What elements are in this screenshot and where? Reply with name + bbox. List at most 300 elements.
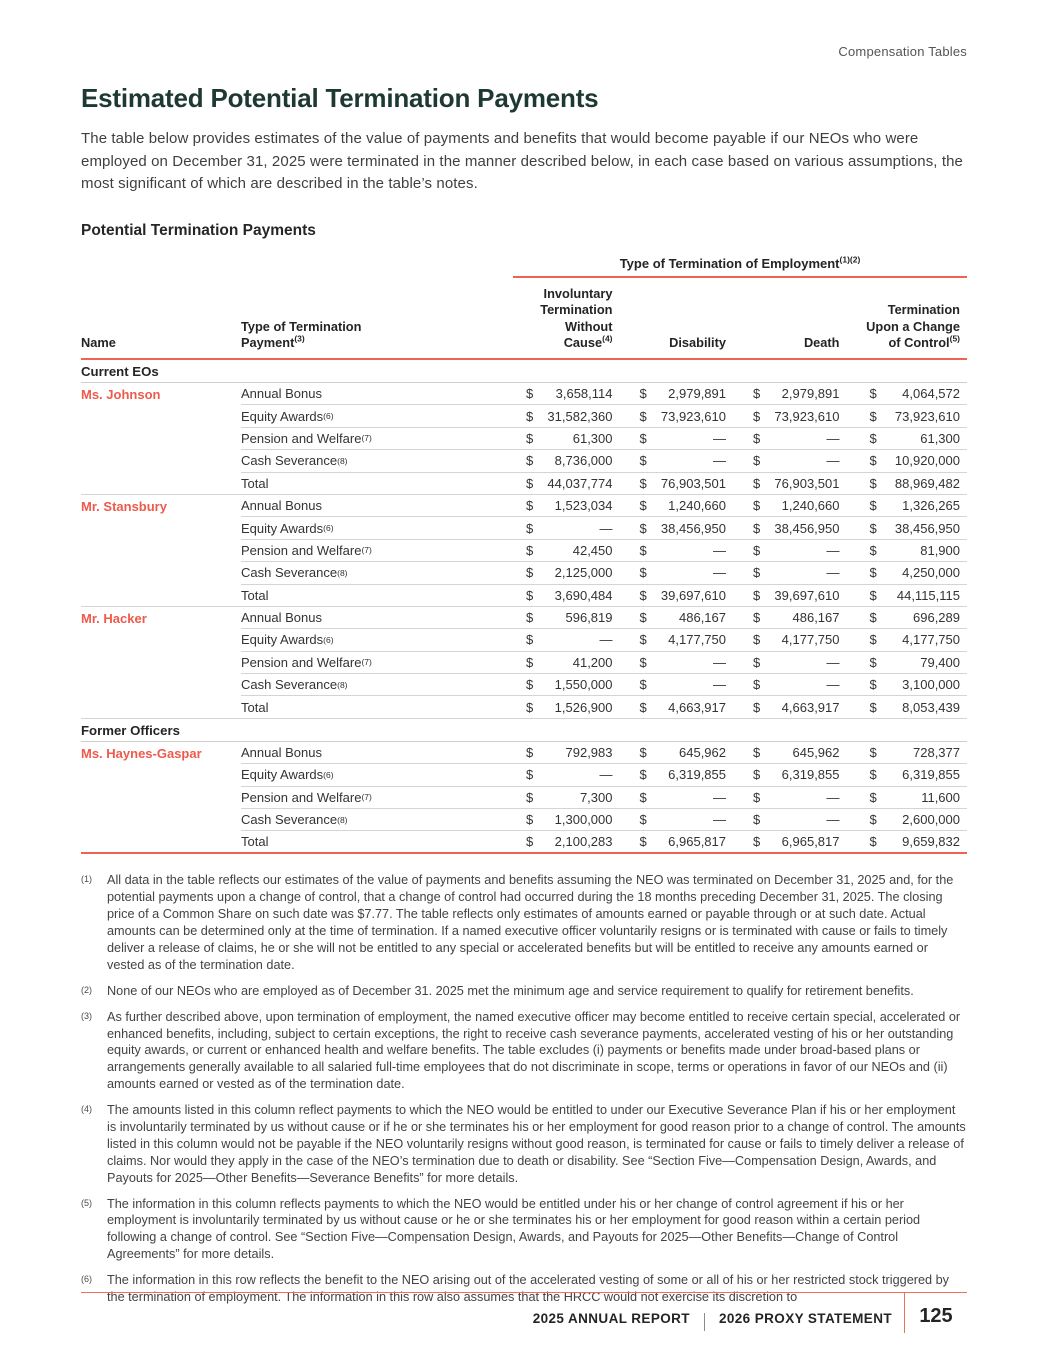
- amount-value: 4,663,917: [781, 699, 840, 715]
- amount-cell-without-cause: [513, 473, 627, 495]
- amount-value: 39,697,610: [774, 587, 840, 603]
- amount-cell-death: [740, 607, 854, 629]
- footnote: [81, 1102, 967, 1186]
- footnote-marker: (2): [81, 984, 92, 995]
- amount-cell-change-of-control: [854, 787, 968, 809]
- currency-symbol: $: [639, 789, 647, 805]
- payment-type-cell: [241, 473, 513, 495]
- amount-cell-without-cause: [513, 405, 627, 427]
- currency-symbol: $: [869, 745, 877, 761]
- amount-cell-without-cause: [513, 696, 627, 718]
- amount-value: 8,736,000: [554, 453, 613, 469]
- amount-cell-disability: [627, 674, 741, 696]
- amount-value: 6,319,855: [902, 767, 960, 783]
- amount-cell-disability: [627, 607, 741, 629]
- table-row: [81, 540, 967, 562]
- currency-symbol: $: [526, 453, 534, 469]
- currency-symbol: $: [753, 453, 761, 469]
- payment-type-cell: Pension and Welfare (7): [241, 787, 513, 809]
- currency-symbol: $: [526, 745, 534, 761]
- amount-cell-disability: [627, 696, 741, 718]
- currency-symbol: $: [639, 745, 647, 761]
- col-header-disability: [627, 278, 741, 359]
- column-header-row: [81, 278, 967, 361]
- payment-type-cell: Cash Severance (8): [241, 450, 513, 472]
- amount-cell-without-cause: [513, 585, 627, 607]
- amount-value: —: [713, 565, 726, 581]
- amount-value: 2,979,891: [668, 386, 726, 402]
- amount-value: 6,965,817: [781, 834, 840, 850]
- payment-type-cell: [241, 742, 513, 764]
- footnote-text: As further described above, upon termination of employment, the named executive officer may become entitled to receive certain special, accelerated or enhanced benefits, including, subject to certain exceptions, the right to receive cash severance payments, accelerated vesting of his or her outstanding equity awards, or current or enhanced health and welfare benefits. The table excludes (i) payments or benefits made under broad-based plans or arrangements generally available to all salaried full-time employees that do not discriminate in scope, terms or operations in favor of our NEOs and (ii) amounts earned or vested as of the termination date.: [107, 1009, 961, 1092]
- footnote-text: All data in the table reflects our estimates of the value of payments and benefits assuming the NEO was terminated on December 31, 2025 and, for the potential payments upon a change of control, that a change of control had occurred during the 18 months preceding December 31, 2025. The closing price of a Common Share on such date was $7.77. The table reflects only estimates of amounts earned or payable through or at such date. Actual amounts can be determined only at the time of termination. If a named executive officer voluntarily resigns or is terminated with cause or fails to timely deliver a release of claims, he or she will not be entitled to any special or accelerated benefits but will be entitled to receive any amounts earned or vested as of the termination date.: [107, 873, 954, 972]
- col-header-name-label: Name: [81, 335, 116, 351]
- amount-cell-disability: [627, 540, 741, 562]
- currency-symbol: $: [526, 834, 534, 850]
- amount-cell-disability: [627, 831, 741, 854]
- amount-value: —: [826, 542, 840, 558]
- amount-value: 1,300,000: [554, 812, 613, 828]
- currency-symbol: $: [869, 677, 877, 693]
- amount-cell-disability: [627, 405, 741, 427]
- person-name: [81, 629, 241, 651]
- currency-symbol: $: [869, 610, 877, 626]
- amount-value: —: [826, 812, 840, 828]
- currency-symbol: $: [526, 677, 534, 693]
- person-name: [81, 787, 241, 809]
- amount-cell-without-cause: [513, 607, 627, 629]
- amount-value: —: [713, 430, 726, 446]
- currency-symbol: $: [526, 475, 534, 491]
- payment-type-cell: Pension and Welfare (7): [241, 428, 513, 450]
- amount-value: 11,600: [921, 789, 960, 805]
- amount-value: —: [713, 453, 726, 469]
- amount-cell-change-of-control: [854, 674, 968, 696]
- amount-value: 3,100,000: [902, 677, 960, 693]
- person-name: [81, 831, 241, 854]
- page-number: 125: [919, 1305, 953, 1327]
- footnote: [81, 1196, 967, 1264]
- amount-value: 6,319,855: [668, 767, 726, 783]
- amount-value: 2,125,000: [554, 565, 613, 581]
- payment-type-label: Pension and Welfare: [241, 789, 362, 805]
- table-row: [81, 809, 967, 831]
- amount-cell-disability: [627, 562, 741, 584]
- span-header-row: [81, 256, 967, 278]
- currency-symbol: $: [526, 699, 534, 715]
- payment-type-label: Pension and Welfare: [241, 542, 362, 558]
- amount-cell-disability: [627, 652, 741, 674]
- table-title: Potential Termination Payments: [81, 221, 316, 239]
- amount-value: 3,658,114: [555, 386, 613, 402]
- amount-value: 1,326,265: [902, 498, 960, 514]
- table-section-row: [81, 719, 967, 742]
- amount-value: 76,903,501: [660, 475, 726, 491]
- person-name: [81, 809, 241, 831]
- payment-type-label: Equity Awards: [241, 632, 324, 648]
- payment-type-cell: [241, 696, 513, 718]
- currency-symbol: $: [753, 610, 761, 626]
- currency-symbol: $: [869, 498, 877, 514]
- payment-type-cell: Cash Severance (8): [241, 809, 513, 831]
- col-header-name: [81, 278, 241, 359]
- amount-value: —: [826, 565, 840, 581]
- person-name: [81, 473, 241, 495]
- payment-type-label: Cash Severance: [241, 453, 338, 469]
- span-header-footnote-ref: (1)(2): [839, 254, 861, 265]
- payment-type-label: Total: [241, 834, 269, 850]
- amount-cell-without-cause: [513, 517, 627, 539]
- amount-value: 2,979,891: [781, 386, 840, 402]
- empty-cell: [81, 256, 241, 278]
- currency-symbol: $: [869, 632, 877, 648]
- amount-cell-change-of-control: [854, 696, 968, 718]
- person-name: [81, 764, 241, 786]
- amount-value: —: [826, 654, 840, 670]
- footnotes-list: [81, 872, 967, 1305]
- table-row: [81, 473, 967, 495]
- intro-paragraph: The table below provides estimates of the value of payments and benefits that would become payable if our NEOs who were employed on December 31, 2025 were terminated in the manner described below, in each case based on various assumptions, the most significant of which are described in the table’s notes.: [81, 130, 963, 192]
- amount-cell-death: [740, 742, 854, 764]
- amount-cell-death: [740, 405, 854, 427]
- col-header-death-label: Death: [803, 335, 840, 351]
- currency-symbol: $: [753, 654, 761, 670]
- currency-symbol: $: [526, 587, 534, 603]
- currency-symbol: $: [526, 386, 534, 402]
- footnote: [81, 872, 967, 973]
- amount-cell-change-of-control: [854, 450, 968, 472]
- table-row: [81, 607, 967, 629]
- amount-value: —: [826, 453, 840, 469]
- table-row: [81, 495, 967, 517]
- table-row: [81, 629, 967, 651]
- amount-cell-change-of-control: [854, 652, 968, 674]
- amount-cell-change-of-control: [854, 607, 968, 629]
- amount-value: 81,900: [920, 542, 960, 558]
- amount-value: —: [599, 520, 613, 536]
- payment-type-label: Annual Bonus: [241, 386, 322, 402]
- amount-cell-disability: [627, 809, 741, 831]
- footer-annual-report-label: 2025 ANNUAL REPORT: [532, 1311, 690, 1326]
- currency-symbol: $: [639, 767, 647, 783]
- amount-cell-change-of-control: [854, 562, 968, 584]
- table-row: [81, 428, 967, 450]
- amount-cell-death: [740, 495, 854, 517]
- amount-cell-without-cause: [513, 742, 627, 764]
- currency-symbol: $: [639, 542, 647, 558]
- amount-value: 44,115,115: [896, 587, 960, 603]
- currency-symbol: $: [526, 610, 534, 626]
- payment-type-label: Cash Severance: [241, 812, 338, 828]
- amount-value: 61,300: [920, 430, 960, 446]
- amount-cell-without-cause: [513, 562, 627, 584]
- currency-symbol: $: [753, 587, 761, 603]
- section-breadcrumb: Compensation Tables: [838, 44, 967, 59]
- amount-cell-disability: [627, 473, 741, 495]
- amount-value: 696,289: [913, 610, 960, 626]
- amount-value: 2,100,283: [554, 834, 613, 850]
- amount-value: 44,037,774: [547, 475, 613, 491]
- amount-value: 645,962: [679, 745, 726, 761]
- amount-cell-death: [740, 831, 854, 854]
- person-name: [81, 540, 241, 562]
- amount-value: 10,920,000: [894, 453, 960, 469]
- table-row: [81, 405, 967, 427]
- col-header-disability-label: Disability: [669, 335, 726, 351]
- amount-cell-death: [740, 540, 854, 562]
- col-header-involuntary-termination: [513, 278, 627, 359]
- amount-cell-without-cause: [513, 831, 627, 854]
- amount-value: 728,377: [913, 745, 960, 761]
- person-name: [81, 517, 241, 539]
- amount-cell-disability: [627, 383, 741, 405]
- col-header-payment-type: [241, 278, 513, 359]
- amount-value: —: [826, 789, 840, 805]
- amount-cell-without-cause: [513, 450, 627, 472]
- table-row: [81, 652, 967, 674]
- person-name: [81, 585, 241, 607]
- currency-symbol: $: [639, 408, 647, 424]
- amount-value: 76,903,501: [774, 475, 840, 491]
- amount-value: 4,064,572: [902, 386, 960, 402]
- col-header-payment-type-label: Type of Termination Payment: [241, 318, 362, 351]
- amount-value: 792,983: [565, 745, 613, 761]
- person-name: [81, 696, 241, 718]
- currency-symbol: $: [639, 610, 647, 626]
- amount-value: 8,053,439: [902, 699, 960, 715]
- amount-cell-change-of-control: [854, 428, 968, 450]
- footnote-text: The amounts listed in this column reflect payments to which the NEO would be entitled to under our Executive Severance Plan if his or her employment is involuntarily terminated by us without cause or if he or she terminates his or her employment for good reason prior to a change of control. The amounts listed in this column would not be payable if the NEO voluntarily resigns without good reason, is terminated for cause or fails to timely deliver a release of claims. Nor would they apply in the case of the NEO’s termination due to death or disability. See “Section Five—Compensation Design, Awards, and Payouts for 2025—Other Benefits—Severance Benefits” for more details.: [107, 1103, 966, 1185]
- amount-value: 486,167: [679, 610, 726, 626]
- footnote-marker: (4): [81, 1104, 92, 1115]
- payment-type-cell: [241, 585, 513, 607]
- termination-payments-table: [81, 256, 967, 855]
- amount-value: 6,965,817: [668, 834, 726, 850]
- person-name: [81, 674, 241, 696]
- payment-type-label: Pension and Welfare: [241, 430, 362, 446]
- payment-type-label: Annual Bonus: [241, 498, 322, 514]
- footnote-marker: (5): [81, 1197, 92, 1208]
- amount-cell-death: [740, 428, 854, 450]
- table-row: [81, 764, 967, 786]
- table-row: [81, 787, 967, 809]
- currency-symbol: $: [753, 498, 761, 514]
- footnote-text: The information in this column reflects payments to which the NEO would be entitled under his or her change of control agreement if his or her employment is involuntarily terminated by us without cause or he or she terminates his or her employment for good reason within a certain period following a change of control. See “Section Five—Compensation Design, Awards, and Payouts for 2025—Other Benefits—Change of Control Agreements” for more details.: [107, 1196, 921, 1262]
- payment-type-label: Cash Severance: [241, 565, 338, 581]
- amount-value: —: [713, 542, 726, 558]
- currency-symbol: $: [753, 386, 761, 402]
- amount-cell-disability: [627, 742, 741, 764]
- payment-type-cell: Pension and Welfare (7): [241, 540, 513, 562]
- currency-symbol: $: [753, 677, 761, 693]
- amount-cell-without-cause: [513, 764, 627, 786]
- amount-value: 39,697,610: [660, 587, 726, 603]
- payment-type-label: Equity Awards: [241, 767, 324, 783]
- currency-symbol: $: [753, 520, 761, 536]
- amount-value: 73,923,610: [660, 408, 726, 424]
- amount-value: 7,300: [579, 789, 613, 805]
- amount-cell-disability: [627, 629, 741, 651]
- table-row: [81, 831, 967, 854]
- currency-symbol: $: [639, 498, 647, 514]
- person-name: [81, 405, 241, 427]
- currency-symbol: $: [753, 475, 761, 491]
- amount-value: 4,177,750: [668, 632, 726, 648]
- amount-cell-death: [740, 629, 854, 651]
- currency-symbol: $: [869, 767, 877, 783]
- person-name: [81, 428, 241, 450]
- amount-value: 41,200: [572, 654, 613, 670]
- currency-symbol: $: [639, 386, 647, 402]
- payment-type-cell: Equity Awards (6): [241, 405, 513, 427]
- footnote: [81, 983, 967, 1000]
- currency-symbol: $: [639, 834, 647, 850]
- amount-value: 645,962: [792, 745, 840, 761]
- currency-symbol: $: [639, 475, 647, 491]
- person-name: [81, 652, 241, 674]
- payment-type-label: Annual Bonus: [241, 610, 322, 626]
- amount-value: 61,300: [572, 430, 613, 446]
- amount-value: —: [826, 677, 840, 693]
- amount-cell-without-cause: [513, 540, 627, 562]
- amount-value: —: [713, 654, 726, 670]
- amount-value: 486,167: [792, 610, 840, 626]
- amount-value: 31,582,360: [547, 408, 613, 424]
- amount-value: 1,550,000: [554, 677, 613, 693]
- currency-symbol: $: [526, 767, 534, 783]
- amount-value: 1,523,034: [554, 498, 613, 514]
- amount-cell-change-of-control: [854, 495, 968, 517]
- currency-symbol: $: [869, 386, 877, 402]
- amount-value: —: [713, 677, 726, 693]
- amount-value: 1,240,660: [781, 498, 840, 514]
- amount-cell-without-cause: [513, 787, 627, 809]
- currency-symbol: $: [869, 587, 877, 603]
- col-header-change-of-control: [854, 278, 968, 359]
- currency-symbol: $: [753, 789, 761, 805]
- amount-cell-death: [740, 674, 854, 696]
- amount-value: 42,450: [572, 542, 613, 558]
- table-row: [81, 562, 967, 584]
- amount-value: 73,923,610: [774, 408, 840, 424]
- currency-symbol: $: [639, 453, 647, 469]
- amount-cell-death: [740, 383, 854, 405]
- section-label: Current EOs: [81, 364, 159, 379]
- amount-value: —: [826, 430, 840, 446]
- amount-value: 4,250,000: [902, 565, 960, 581]
- page-footer: [81, 1292, 967, 1333]
- col-header-change-of-control-label: Termination Upon a Change of Control: [866, 302, 960, 351]
- currency-symbol: $: [753, 565, 761, 581]
- currency-symbol: $: [526, 812, 534, 828]
- amount-cell-disability: [627, 787, 741, 809]
- currency-symbol: $: [639, 632, 647, 648]
- amount-cell-disability: [627, 428, 741, 450]
- amount-cell-without-cause: [513, 674, 627, 696]
- amount-cell-without-cause: [513, 652, 627, 674]
- currency-symbol: $: [526, 498, 534, 514]
- currency-symbol: $: [869, 565, 877, 581]
- footnote-text: None of our NEOs who are employed as of December 31. 2025 met the minimum age and service requirement to qualify for retirement benefits.: [107, 983, 914, 998]
- col-header-involuntary-termination-label: Involuntary Termination Without Cause: [540, 285, 613, 351]
- amount-cell-disability: [627, 495, 741, 517]
- payment-type-cell: [241, 831, 513, 854]
- payment-type-label: Total: [241, 587, 269, 603]
- currency-symbol: $: [753, 812, 761, 828]
- currency-symbol: $: [639, 812, 647, 828]
- amount-cell-without-cause: [513, 495, 627, 517]
- payment-type-label: Total: [241, 475, 269, 491]
- currency-symbol: $: [639, 565, 647, 581]
- currency-symbol: $: [753, 767, 761, 783]
- footer-divider: [704, 1313, 705, 1331]
- amount-cell-change-of-control: [854, 831, 968, 854]
- currency-symbol: $: [753, 834, 761, 850]
- currency-symbol: $: [526, 520, 534, 536]
- payment-type-label: Equity Awards: [241, 520, 324, 536]
- table-row: [81, 696, 967, 718]
- amount-cell-change-of-control: [854, 629, 968, 651]
- amount-value: 38,456,950: [660, 520, 726, 536]
- col-header-payment-type-footnote-ref: (3): [294, 334, 305, 345]
- amount-cell-change-of-control: [854, 764, 968, 786]
- amount-value: —: [599, 632, 613, 648]
- amount-cell-change-of-control: [854, 405, 968, 427]
- currency-symbol: $: [639, 654, 647, 670]
- currency-symbol: $: [526, 542, 534, 558]
- table-row: [81, 742, 967, 764]
- currency-symbol: $: [869, 699, 877, 715]
- footer-report-proxy: [533, 1293, 892, 1333]
- amount-cell-disability: [627, 764, 741, 786]
- currency-symbol: $: [753, 430, 761, 446]
- payment-type-label: Pension and Welfare: [241, 654, 362, 670]
- section-label: Former Officers: [81, 722, 180, 738]
- footer-proxy-statement-label: 2026 PROXY STATEMENT: [718, 1311, 892, 1326]
- page-title: Estimated Potential Termination Payments: [81, 83, 599, 113]
- empty-cell: [241, 256, 513, 278]
- col-header-death: [740, 278, 854, 359]
- currency-symbol: $: [526, 654, 534, 670]
- span-header-label: Type of Termination of Employment: [619, 255, 840, 271]
- footnote-text: The information in this row reflects the benefit to the NEO arising out of the accelerated vesting of some or all of his or her restricted stock triggered by the termination of employment. The information in this row also assumes that the HRCC would not exercise its discretion to: [107, 1273, 950, 1305]
- currency-symbol: $: [753, 408, 761, 424]
- amount-cell-without-cause: [513, 428, 627, 450]
- amount-cell-death: [740, 809, 854, 831]
- amount-value: 73,923,610: [894, 408, 960, 424]
- amount-cell-death: [740, 764, 854, 786]
- amount-value: 2,600,000: [902, 812, 960, 828]
- amount-cell-death: [740, 696, 854, 718]
- currency-symbol: $: [869, 408, 877, 424]
- person-name: [81, 562, 241, 584]
- amount-cell-death: [740, 562, 854, 584]
- currency-symbol: $: [869, 654, 877, 670]
- amount-cell-without-cause: [513, 809, 627, 831]
- table-row: [81, 585, 967, 607]
- currency-symbol: $: [753, 542, 761, 558]
- payment-type-cell: Equity Awards (6): [241, 629, 513, 651]
- payment-type-label: Total: [241, 699, 269, 715]
- amount-cell-change-of-control: [854, 585, 968, 607]
- currency-symbol: $: [526, 789, 534, 805]
- amount-value: 4,663,917: [668, 699, 726, 715]
- table-row: [81, 383, 967, 405]
- amount-cell-disability: [627, 585, 741, 607]
- currency-symbol: $: [869, 475, 877, 491]
- amount-cell-without-cause: [513, 383, 627, 405]
- table-section-row: [81, 360, 967, 383]
